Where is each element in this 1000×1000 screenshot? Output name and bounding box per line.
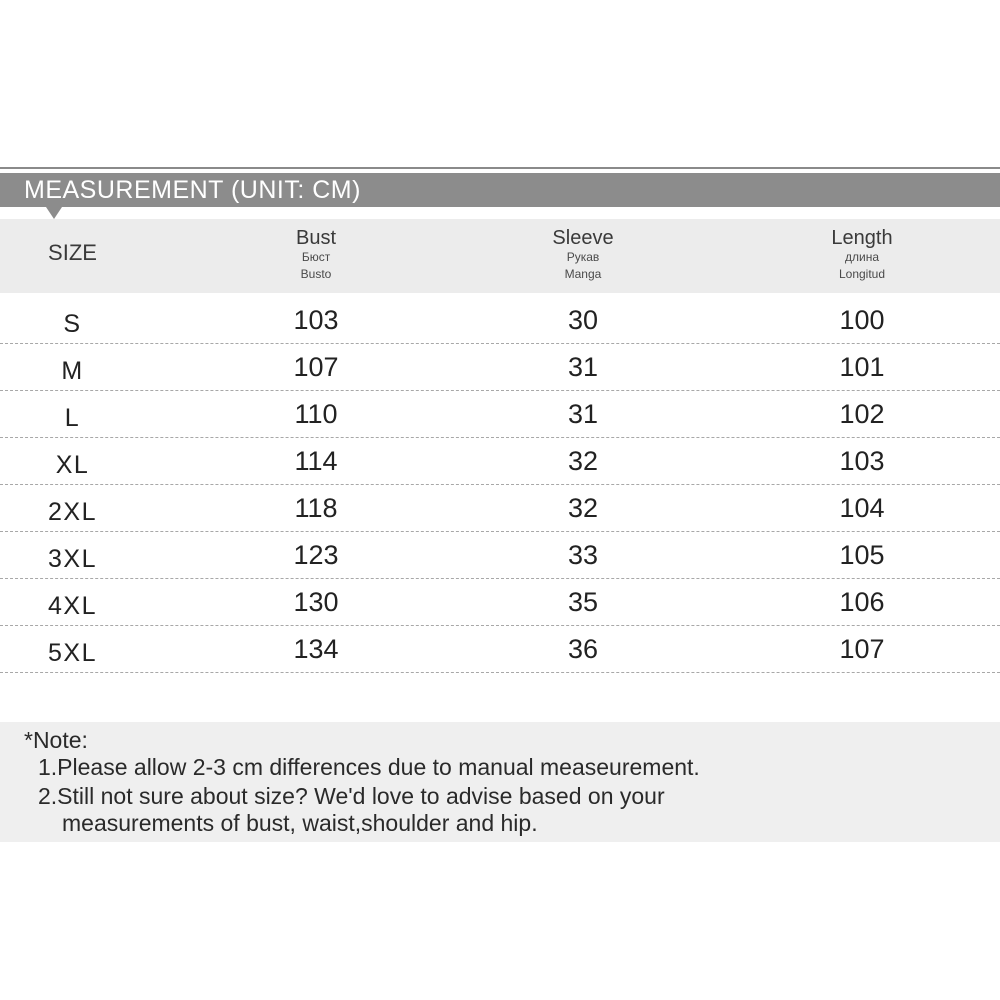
sleeve-column-header [483, 227, 683, 283]
bust-header-label-ru: Бюст [301, 250, 331, 264]
length-cell: 107 [839, 634, 885, 664]
length-cell: 100 [839, 305, 885, 335]
bust-cell: 107 [293, 352, 339, 382]
note-title: *Note: [24, 727, 88, 753]
length-header-label: Length [831, 227, 893, 249]
sleeve-cell: 31 [567, 399, 599, 429]
size-cell: 3XL [48, 545, 97, 573]
bust-header-label: Bust [295, 227, 337, 249]
bust-cell: 103 [293, 305, 339, 335]
size-column-header: SIZE [48, 240, 97, 265]
size-cell: 4XL [48, 592, 97, 620]
size-cell: S [63, 310, 82, 338]
sleeve-cell: 32 [567, 493, 599, 523]
length-cell: 102 [839, 399, 885, 429]
note-line-2: 2.Still not sure about size? We'd love to advise based on your [38, 783, 665, 809]
bust-cell: 118 [294, 493, 338, 523]
sleeve-cell: 30 [567, 305, 599, 335]
length-column-header [762, 227, 962, 283]
table-row [0, 297, 1000, 344]
size-cell: XL [55, 451, 90, 479]
table-row [0, 485, 1000, 532]
bust-header-label-es: Busto [300, 267, 332, 281]
sleeve-header-label: Sleeve [552, 227, 614, 249]
size-cell: M [61, 357, 84, 385]
sleeve-cell: 31 [567, 352, 599, 382]
length-header-label-es: Longitud [838, 267, 886, 281]
top-divider [0, 167, 1000, 169]
length-cell: 105 [839, 540, 885, 570]
sleeve-cell: 35 [567, 587, 599, 617]
banner-title: MEASUREMENT (UNIT: CM) [24, 176, 361, 204]
table-row [0, 391, 1000, 438]
length-cell: 101 [839, 352, 885, 382]
sleeve-cell: 36 [567, 634, 599, 664]
sleeve-cell: 32 [567, 446, 599, 476]
measurement-banner [0, 173, 1000, 207]
sleeve-header-label-es: Manga [564, 267, 602, 281]
bust-cell: 134 [293, 634, 339, 664]
table-row [0, 438, 1000, 485]
sleeve-cell: 33 [567, 540, 599, 570]
table-row [0, 532, 1000, 579]
length-cell: 103 [839, 446, 885, 476]
size-table-body [0, 297, 1000, 673]
bust-cell: 114 [294, 446, 338, 476]
bust-cell: 110 [294, 399, 338, 429]
bust-cell: 130 [293, 587, 339, 617]
sleeve-header-label-ru: Рукав [566, 250, 600, 264]
length-header-label-ru: длина [844, 250, 879, 264]
table-row [0, 626, 1000, 673]
length-cell: 104 [839, 493, 885, 523]
size-cell: L [64, 404, 81, 432]
note-line-1: 1.Please allow 2-3 cm differences due to manual measeurement. [38, 754, 700, 780]
bust-cell: 123 [293, 540, 339, 570]
banner-pointer-icon [46, 207, 62, 219]
size-cell: 2XL [48, 498, 97, 526]
size-cell: 5XL [48, 639, 97, 667]
table-row [0, 344, 1000, 391]
bust-column-header [216, 227, 416, 283]
note-line-2-continued: measurements of bust, waist,shoulder and hip. [62, 810, 538, 836]
table-row [0, 579, 1000, 626]
length-cell: 106 [839, 587, 885, 617]
